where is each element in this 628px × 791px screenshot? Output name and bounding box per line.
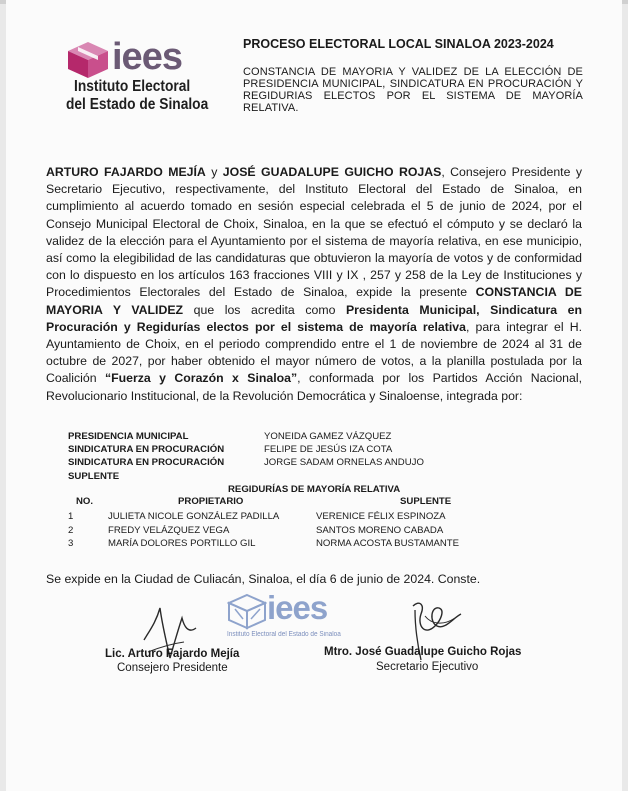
body-text-3: , para integrar el H. Ayuntamiento de Choix, en el periodo comprendido entre el 1 de noviembre de 2024 al 31 de octubre de 2027, por haber obtenido el mayor número de votos, a la planilla postulada por la Coalición [46,319,582,386]
regidurias-col-propietario: PROPIETARIO [178,496,244,507]
stamp-cube-icon [227,593,267,631]
body-text-1: , Consejero Presidente y Secretario Ejecutivo, respectivamente, del Instituto Electoral del Estado de Sinaloa, en cumplimiento al acuerdo tomado en sesión especial celebrada el 5 de junio de 2024, por el Consejo Municipal Electoral de Choix, Sinaloa, en la que se efectuó el cómputo y se declaró la validez de la elección para el Ayuntamiento por el sistema de mayoría relativa, en ese municipio, así como la elegibilidad de las candidaturas que obtuvieron la mayoría de votos y de conformidad con lo dispuesto en los artículos 163 fracciones VIII y IX , 257 y 258 de la Ley de Instituciones y Procedimientos Electorales del Estado de Sinaloa, expide la presente [46,165,583,300]
row-propietario: JULIETA NICOLE GONZÁLEZ PADILLA [108,511,280,522]
left-signer-role: Consejero Presidente [117,662,228,674]
official-name: FELIPE DE JESÚS IZA COTA [264,444,393,456]
coalition-bold: “Fuerza y Corazón x Sinaloa” [104,371,298,386]
row-number: 1 [68,511,74,522]
row-propietario: FREDY VELÁZQUEZ VEGA [108,524,230,536]
iees-logo [62,38,212,114]
constancia-bold: CONSTANCIA DE MAYORIA Y VALIDEZ [46,285,582,317]
positions-bold: Presidenta Municipal, Sindicatura en Procuración y Regidurías electos por el sistema de mayoría relativa [46,302,583,334]
official-role: SUPLENTE [68,470,120,482]
body-text-4: , conformada por los Partidos Acción Nacional, Revolucionario Institucional, de la Revolución Democrática y Sinaloense, integrada por: [46,371,583,403]
closing-statement: Se expide en la Ciudad de Culiacán, Sinaloa, el día 6 de junio de 2024. Conste. [46,572,481,586]
row-number: 2 [68,524,74,536]
official-row [68,470,424,483]
right-signer-name: Mtro. José Guadalupe Guicho Rojas [324,646,522,658]
row-number: 3 [68,538,74,550]
document-subtitle: CONSTANCIA DE MAYORIA Y VALIDEZ DE LA ELECCIÓN DE PRESIDENCIA MUNICIPAL, SINDICATURA EN PROCURACIÓN Y REGIDURIAS ELECTOS POR EL SISTEMA DE MAYORÍA RELATIVA. [243,66,583,114]
official-role: SINDICATURA EN PROCURACIÓN [68,444,225,456]
official-role: SINDICATURA EN PROCURACIÓN [68,457,225,469]
logo-caption-line2: del Estado de Sinaloa [66,96,209,113]
regidurias-title: REGIDURÍAS DE MAYORÍA RELATIVA [228,484,401,495]
row-suplente: VERENICE FÉLIX ESPINOZA [316,511,446,522]
official-row [68,443,424,456]
logo-cube-icon [66,40,110,80]
logo-wordmark: iees [112,36,182,78]
stamp-wordmark: iees [267,589,328,626]
official-name: YONEIDA GAMEZ VÁZQUEZ [264,431,392,442]
signer-2-name: JOSÉ GUADALUPE GUICHO ROJAS [222,165,442,179]
regidurias-col-no: NO. [76,496,94,507]
row-propietario: MARÍA DOLORES PORTILLO GIL [108,538,256,550]
signer-1-name: ARTURO FAJARDO MEJÍA [46,165,206,179]
official-row [68,456,424,469]
regidurias-col-suplente: SUPLENTE [400,496,452,507]
body-paragraph [46,164,582,405]
logo-caption-line1: Instituto Electoral [74,78,191,95]
body-conjunction: y [205,165,223,179]
iees-stamp [225,589,375,641]
left-signer-name: Lic. Arturo Fajardo Mejía [105,648,240,660]
body-text-2: que los acredita como [183,302,346,317]
official-row [68,430,424,443]
stamp-caption: Instituto Electoral del Estado de Sinaloa [227,631,341,638]
row-suplente: SANTOS MORENO CABADA [316,524,444,536]
row-suplente: NORMA ACOSTA BUSTAMANTE [316,538,460,550]
right-signer-role: Secretario Ejecutivo [376,661,479,673]
official-role: PRESIDENCIA MUNICIPAL [68,431,189,442]
document-title: PROCESO ELECTORAL LOCAL SINALOA 2023-2024 [243,37,554,51]
officials-list [68,430,424,483]
official-name: JORGE SADAM ORNELAS ANDUJO [264,457,424,469]
